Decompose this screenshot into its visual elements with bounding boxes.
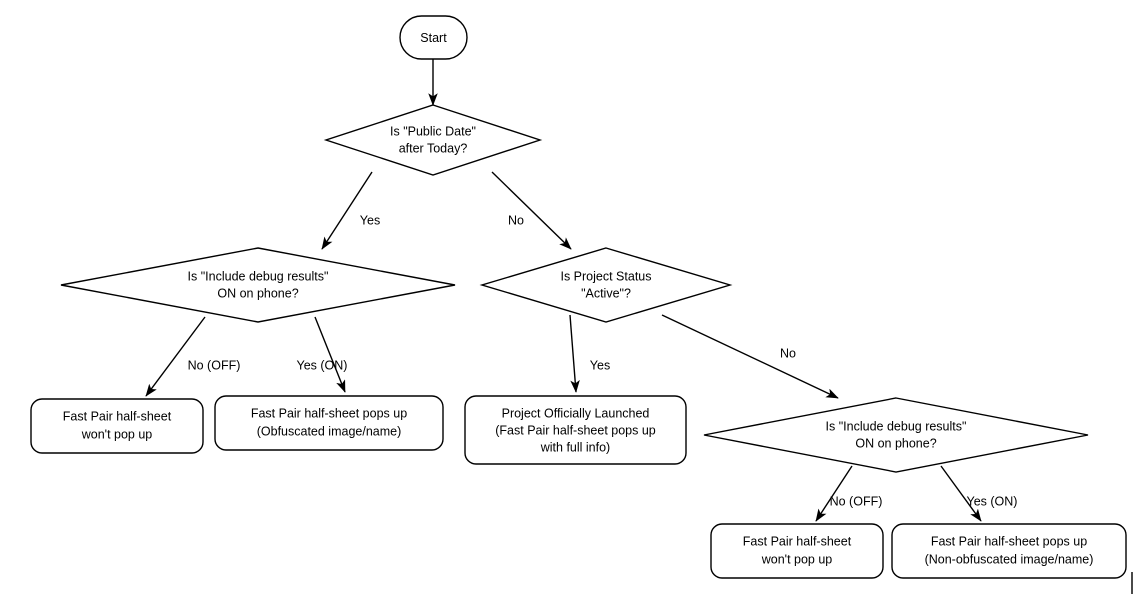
node-debug-left[interactable] bbox=[61, 248, 455, 322]
node-debug-right-line-1: Is "Include debug results" bbox=[825, 419, 967, 434]
node-obfuscated[interactable] bbox=[215, 396, 443, 450]
node-no-popup-right[interactable] bbox=[711, 524, 883, 578]
edge-label-debug-left-on: Yes (ON) bbox=[296, 358, 348, 373]
edge-label-debug-right-off: No (OFF) bbox=[829, 494, 883, 509]
edge-label-public-date-yes: Yes bbox=[359, 213, 381, 228]
node-no-popup-right-line-1: Fast Pair half-sheet bbox=[742, 534, 852, 549]
node-no-popup-left[interactable] bbox=[31, 399, 203, 453]
node-obfuscated-line-1: Fast Pair half-sheet pops up bbox=[250, 406, 408, 421]
node-project-status-line-1: Is Project Status bbox=[560, 269, 652, 284]
node-debug-left-line-2: ON on phone? bbox=[217, 286, 299, 301]
node-debug-right-line-2: ON on phone? bbox=[855, 436, 937, 451]
edge-label-project-status-no: No bbox=[780, 346, 796, 361]
node-no-popup-right-line-2: won't pop up bbox=[761, 552, 833, 567]
edge-public-date-no bbox=[492, 172, 571, 249]
edge-debug-left-off bbox=[146, 317, 205, 396]
edge-public-date-yes bbox=[322, 172, 372, 249]
node-debug-right[interactable] bbox=[704, 398, 1088, 472]
node-non-obfuscated-line-1: Fast Pair half-sheet pops up bbox=[930, 534, 1088, 549]
node-obfuscated-line-2: (Obfuscated image/name) bbox=[256, 424, 402, 439]
node-launched-line-2: (Fast Pair half-sheet pops up bbox=[495, 423, 656, 438]
node-start-line-1: Start bbox=[420, 30, 447, 45]
edge-label-debug-right-on: Yes (ON) bbox=[966, 494, 1018, 509]
node-project-status-line-2: "Active"? bbox=[581, 286, 631, 301]
node-no-popup-left-line-1: Fast Pair half-sheet bbox=[62, 409, 172, 424]
node-public-date[interactable] bbox=[326, 105, 540, 175]
edge-project-status-yes bbox=[570, 315, 576, 392]
edge-project-status-no bbox=[662, 315, 838, 398]
node-public-date-line-2: after Today? bbox=[398, 141, 468, 156]
node-launched-line-1: Project Officially Launched bbox=[501, 406, 650, 421]
edge-debug-left-on bbox=[315, 317, 345, 392]
edge-label-public-date-no: No bbox=[508, 213, 524, 228]
node-launched-line-3: with full info) bbox=[540, 440, 611, 455]
node-no-popup-left-line-2: won't pop up bbox=[81, 427, 153, 442]
node-public-date-line-1: Is "Public Date" bbox=[390, 124, 476, 139]
node-non-obfuscated-line-2: (Non-obfuscated image/name) bbox=[924, 552, 1094, 567]
node-project-status[interactable] bbox=[482, 248, 730, 322]
edge-label-debug-left-off: No (OFF) bbox=[187, 358, 241, 373]
node-debug-left-line-1: Is "Include debug results" bbox=[187, 269, 329, 284]
edge-label-project-status-yes: Yes bbox=[589, 358, 611, 373]
node-launched[interactable] bbox=[465, 396, 686, 464]
node-start[interactable] bbox=[400, 16, 467, 59]
node-non-obfuscated[interactable] bbox=[892, 524, 1126, 578]
